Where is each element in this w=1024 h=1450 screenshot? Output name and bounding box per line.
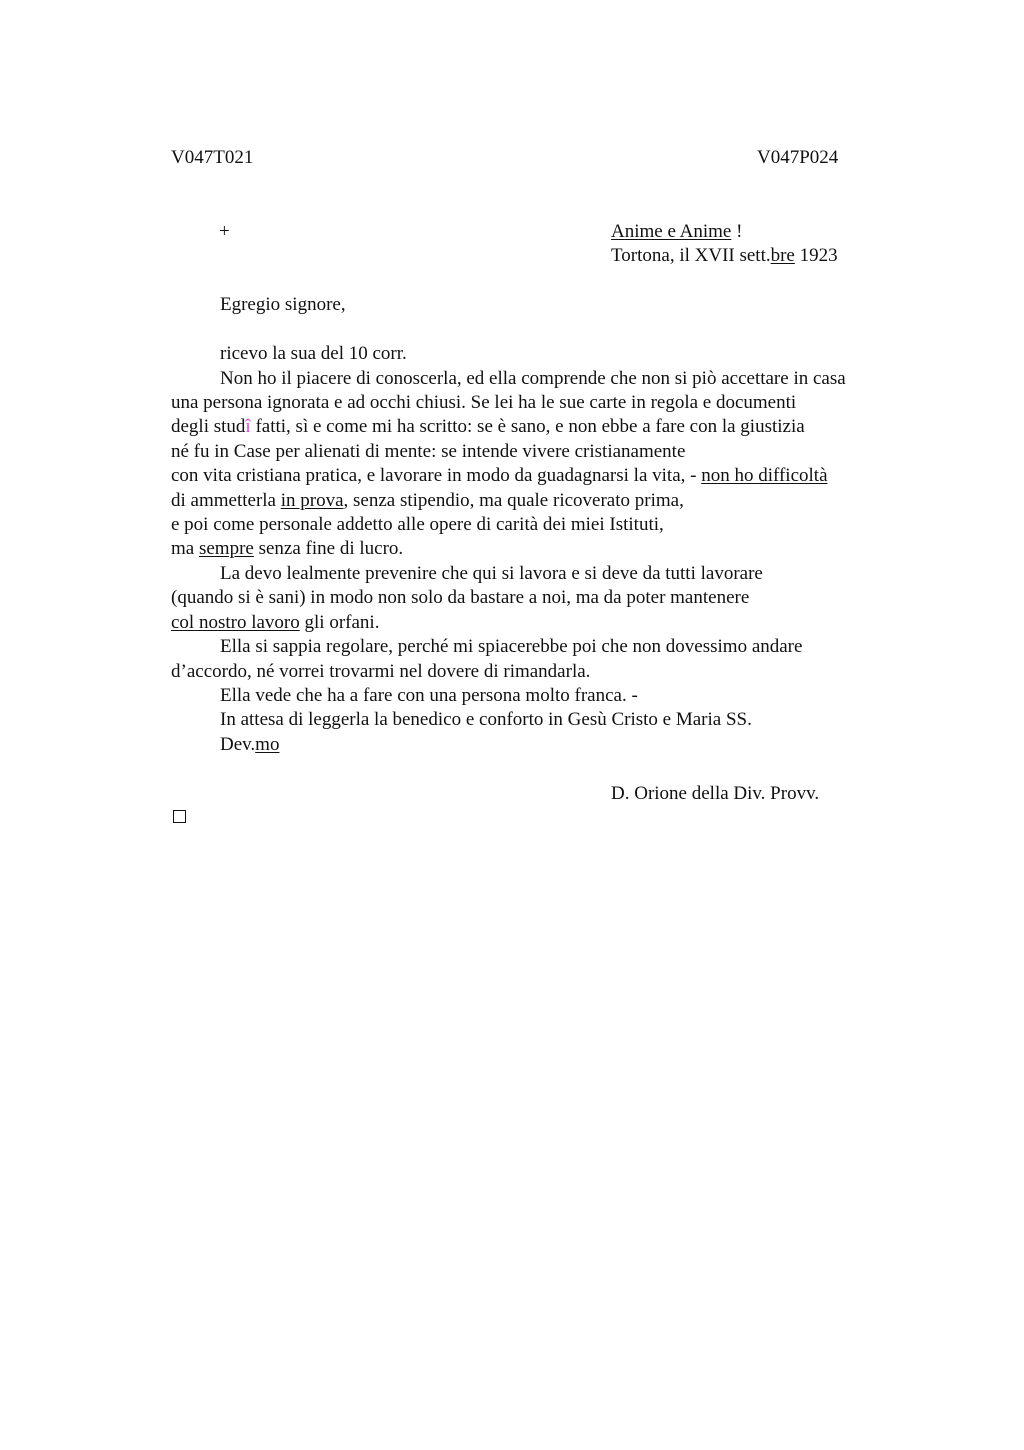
motto-punct: !	[731, 221, 743, 242]
signature: D. Orione della Div. Provv.	[611, 783, 820, 804]
body-line-9-post: senza fine di lucro.	[253, 538, 404, 559]
body-line-3: una persona ignorata e ad occhi chiusi. Se lei ha le sue carte in regola e documenti	[171, 392, 797, 413]
body-line-2: Non ho il piacere di conoscerla, ed ella comprende che non si piò accettare in casa	[220, 368, 846, 389]
body-line-4-pre: degli stud	[171, 416, 246, 437]
body-line-9-pre: ma	[171, 538, 199, 559]
body-line-7	[171, 489, 684, 513]
body-line-4-accent: î	[245, 416, 251, 437]
salutation: Egregio signore,	[220, 294, 346, 315]
body-line-11: (quando si è sani) in modo non solo da bastare a noi, ma da poter mantenere	[171, 587, 750, 608]
body-line-10: La devo lealmente prevenire che qui si lavora e si deve da tutti lavorare	[220, 563, 763, 584]
cross-symbol: +	[219, 221, 230, 242]
doc-code-left: V047T021	[171, 147, 254, 168]
body-line-7-underlined: in prova	[280, 490, 344, 511]
body-line-5: né fu in Case per alienati di mente: se intende vivere cristianamente	[171, 441, 686, 462]
body-line-15: Ella vede che ha a fare con una persona molto franca. -	[220, 685, 638, 706]
body-line-12-post: gli orfani.	[299, 612, 380, 633]
date-sup: bre	[770, 245, 795, 266]
closing-pre: Dev.	[220, 734, 256, 755]
body-line-16: In attesa di leggerla la benedico e conforto in Gesù Cristo e Maria SS.	[220, 709, 752, 730]
body-line-7-post: , senza stipendio, ma quale ricoverato prima,	[343, 490, 684, 511]
closing-line	[220, 733, 279, 757]
body-line-13: Ella si sappia regolare, perché mi spiacerebbe poi che non dovessimo andare	[220, 636, 803, 657]
body-line-14: d’accordo, né vorrei trovarmi nel dovere di rimandarla.	[171, 661, 591, 682]
body-line-1: ricevo la sua del 10 corr.	[220, 343, 407, 364]
body-line-6-pre: con vita cristiana pratica, e lavorare in modo da guadagnarsi la vita, -	[171, 465, 702, 486]
body-line-8: e poi come personale addetto alle opere di carità dei miei Istituti,	[171, 514, 664, 535]
body-line-6	[171, 464, 828, 488]
body-line-4	[171, 415, 805, 439]
date-post: 1923	[794, 245, 838, 266]
closing-underlined: mo	[255, 734, 280, 755]
motto-line	[611, 220, 742, 244]
body-line-7-pre: di ammetterla	[171, 490, 281, 511]
body-line-12-underlined: col nostro lavoro	[171, 612, 300, 633]
date-pre: Tortona, il XVII sett.	[611, 245, 771, 266]
doc-code-right: V047P024	[757, 147, 839, 168]
body-line-9-underlined: sempre	[198, 538, 254, 559]
body-line-4-post: fatti, sì e come mi ha scritto: se è sano, e non ebbe a fare con la giustizia	[250, 416, 805, 437]
date-line	[611, 244, 838, 268]
body-line-6-underlined: non ho difficoltà	[701, 465, 828, 486]
body-line-9	[171, 537, 403, 561]
empty-square-symbol	[173, 810, 186, 823]
body-line-12	[171, 611, 379, 635]
motto-text: Anime e Anime	[611, 221, 732, 242]
